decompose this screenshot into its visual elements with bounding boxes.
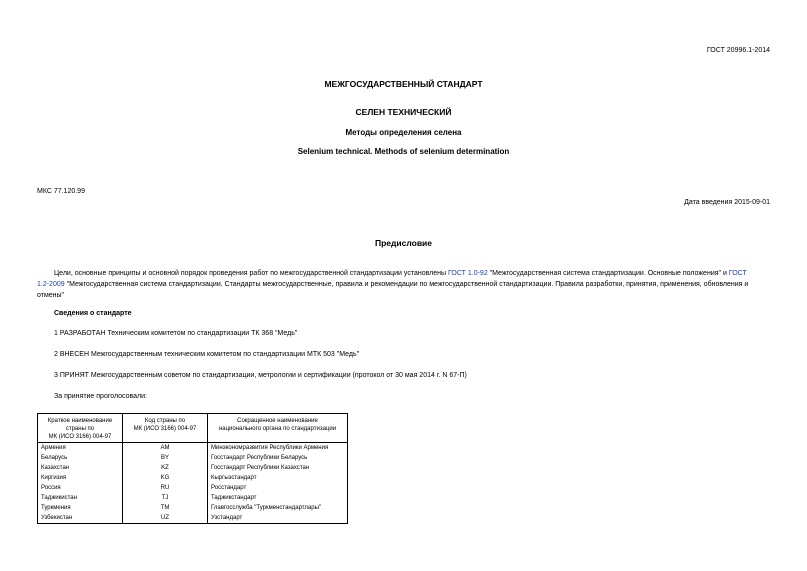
table-row — [38, 503, 348, 513]
preface-text-c: "Межгосударственная система стандартизации. Стандарты межгосударственные, правила и рекомендации по межгосударственной стандартизации. Правила разработки, принятия, применения, обновления и — [64, 281, 749, 288]
table-row — [38, 453, 348, 463]
about-item-1: 1 РАЗРАБОТАН Техническим комитетом по стандартизации ТК 368 "Медь" — [54, 330, 298, 337]
country-name: Таджикистан — [38, 493, 123, 503]
preface-paragraph — [37, 268, 772, 301]
agency-name: Госстандарт Республики Беларусь — [208, 453, 348, 463]
document-code: ГОСТ 20996.1-2014 — [706, 47, 770, 54]
voted-label: За принятие проголосовали: — [54, 393, 147, 400]
country-code: BY — [123, 453, 208, 463]
table-header-row — [38, 414, 348, 443]
country-code: TM — [123, 503, 208, 513]
voting-countries-table — [37, 413, 348, 524]
preface-text-d: отмены" — [37, 292, 65, 299]
country-code: TJ — [123, 493, 208, 503]
country-code: AM — [123, 443, 208, 454]
country-name: Армения — [38, 443, 123, 454]
preface-text-b: "Межгосударственная система стандартизации. Основные положения" и — [487, 270, 729, 277]
gost-1-2-2009-link-part2[interactable]: 1.2-2009 — [37, 281, 65, 288]
agency-name: Узстандарт — [208, 513, 348, 524]
standard-name: СЕЛЕН ТЕХНИЧЕСКИЙ — [355, 107, 452, 117]
country-name: Казахстан — [38, 463, 123, 473]
table-row — [38, 493, 348, 503]
subtitle-en: Selenium technical. Methods of selenium determination — [297, 147, 510, 156]
column-header-country: Краткое наименование страны по МК (ИСО 3166) 004-97 — [38, 414, 123, 443]
country-code: RU — [123, 483, 208, 493]
table-row — [38, 483, 348, 493]
country-name: Россия — [38, 483, 123, 493]
agency-name: Росстандарт — [208, 483, 348, 493]
country-name: Беларусь — [38, 453, 123, 463]
agency-name: Главгосслужба "Туркменстандартлары" — [208, 503, 348, 513]
preface-heading: Предисловие — [374, 238, 433, 248]
table-row — [38, 473, 348, 483]
country-code: KG — [123, 473, 208, 483]
country-name: Туркмения — [38, 503, 123, 513]
agency-name: Госстандарт Республики Казахстан — [208, 463, 348, 473]
table-row — [38, 443, 348, 454]
subtitle-ru: Методы определения селена — [345, 128, 462, 137]
country-code: UZ — [123, 513, 208, 524]
column-header-agency: Сокращенное наименование национального органа по стандартизации — [208, 414, 348, 443]
agency-name: Минэкономразвития Республики Армения — [208, 443, 348, 454]
table-row — [38, 463, 348, 473]
agency-name: Кыргызстандарт — [208, 473, 348, 483]
agency-name: Таджикстандарт — [208, 493, 348, 503]
column-header-code: Код страны по МК (ИСО 3166) 004-97 — [123, 414, 208, 443]
table-row — [38, 513, 348, 524]
about-item-3: 3 ПРИНЯТ Межгосударственным советом по стандартизации, метрологии и сертификации (протокол от 30 мая 2014 г. N 67-П) — [54, 372, 467, 379]
country-name: Киргизия — [38, 473, 123, 483]
country-code: KZ — [123, 463, 208, 473]
about-heading: Сведения о стандарте — [54, 310, 132, 317]
standard-type-title: МЕЖГОСУДАРСТВЕННЫЙ СТАНДАРТ — [324, 79, 483, 89]
about-item-2: 2 ВНЕСЕН Межгосударственным техническим комитетом по стандартизации МТК 503 "Медь" — [54, 351, 360, 358]
mks-code: МКС 77.120.99 — [37, 188, 85, 195]
effective-date: Дата введения 2015-09-01 — [684, 199, 770, 206]
gost-1-0-92-link[interactable]: ГОСТ 1.0-92 — [447, 270, 488, 277]
country-name: Узбекистан — [38, 513, 123, 524]
gost-1-2-2009-link-part1[interactable]: ГОСТ — [728, 270, 747, 277]
preface-text-a: Цели, основные принципы и основной порядок проведения работ по межгосударственной стандартизации установлены — [54, 270, 448, 277]
